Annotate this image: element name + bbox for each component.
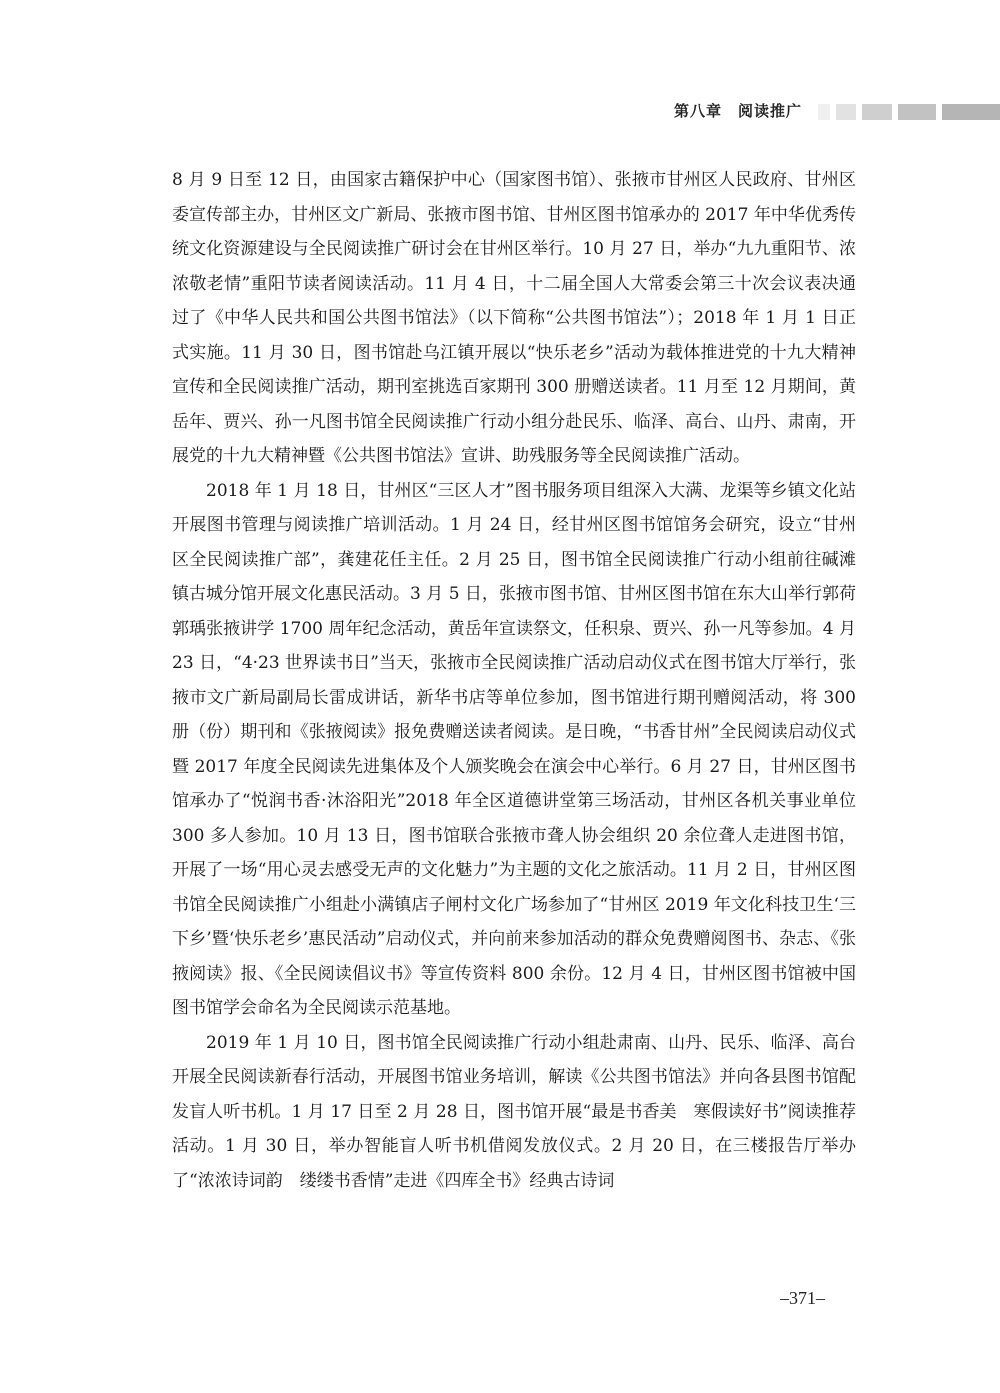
header-decoration-bar — [898, 104, 936, 120]
chapter-title: 第八章 阅读推广 — [673, 102, 802, 120]
paragraph: 2019 年 1 月 10 日，图书馆全民阅读推广行动小组赴肃南、山丹、民乐、临泽、高台开展全民阅读新春行活动，开展图书馆业务培训，解读《公共图书馆法》并向各县图书馆配发盲人听书机。1 月 17 日至 2 月 28 日，图书馆开展“最是书香美 寒假读好书”阅读推荐活动。1 月 30 日，举办智能盲人听书机借阅发放仪式。2 月 20 日，在三楼报告厅举办了“浓浓诗词韵 缕缕书香情”走进《四库全书》经典古诗词 — [172, 1032, 856, 1191]
running-header — [0, 98, 1000, 126]
header-decoration-bar — [836, 104, 856, 120]
paragraph: 2018 年 1 月 18 日，甘州区“三区人才”图书服务项目组深入大满、龙渠等乡镇文化站开展图书管理与阅读推广培训活动。1 月 24 日，经甘州区图书馆馆务会研究，设立“甘州区全民阅读推广部”，龚建花任主任。2 月 25 日，图书馆全民阅读推广行动小组前往碱滩镇古城分馆开展文化惠民活动。3 月 5 日，张掖市图书馆、甘州区图书馆在东大山举行郭荷郭瑀张掖讲学 1700 周年纪念活动，黄岳年宣读祭文，任积泉、贾兴、孙一凡等参加。4 月 23 日，“4·23 世界读书日”当天，张掖市全民阅读推广活动启动仪式在图书馆大厅举行，张掖市文广新局副局长雷成讲话，新华书店等单位参加，图书馆进行期刊赠阅活动，将 300 册（份）期刊和《张掖阅读》报免费赠送读者阅读。是日晚，“书香甘州”全民阅读启动仪式暨 2017 年度全民阅读先进集体及个人颁奖晚会在演会中心举行。6 月 27 日，甘州区图书馆承办了“悦润书香·沐浴阳光”2018 年全区道德讲堂第三场活动，甘州区各机关事业单位 300 多人参加。10 月 13 日，图书馆联合张掖市聋人协会组织 20 余位聋人走进图书馆，开展了一场“用心灵去感受无声的文化魅力”为主题的文化之旅活动。11 月 2 日，甘州区图书馆全民阅读推广小组赴小满镇店子闸村文化广场参加了“甘州区 2019 年文化科技卫生‘三下乡’暨‘快乐老乡’惠民活动”启动仪式，并向前来参加活动的群众免费赠阅图书、杂志、《张掖阅读》报、《全民阅读倡议书》等宣传资料 800 余份。12 月 4 日，甘州区图书馆被中国图书馆学会命名为全民阅读示范基地。 — [172, 480, 856, 1018]
header-decoration-bar — [942, 104, 1000, 120]
header-decoration-bar — [818, 104, 830, 120]
body-text — [172, 163, 856, 1198]
page-number: –371– — [780, 1288, 825, 1308]
header-decoration-bar — [862, 104, 892, 120]
paragraph: 8 月 9 日至 12 日，由国家古籍保护中心（国家图书馆）、张掖市甘州区人民政府、甘州区委宣传部主办，甘州区文广新局、张掖市图书馆、甘州区图书馆承办的 2017 年中华优秀传统文化资源建设与全民阅读推广研讨会在甘州区举行。10 月 27 日，举办“九九重阳节、浓浓敬老情”重阳节读者阅读活动。11 月 4 日，十二届全国人大常委会第三十次会议表决通过了《中华人民共和国公共图书馆法》（以下简称“公共图书馆法”）；2018 年 1 月 1 日正式实施。11 月 30 日，图书馆赴乌江镇开展以“快乐老乡”活动为载体推进党的十九大精神宣传和全民阅读推广活动，期刊室挑选百家期刊 300 册赠送读者。11 月至 12 月期间，黄岳年、贾兴、孙一凡图书馆全民阅读推广行动小组分赴民乐、临泽、高台、山丹、肃南，开展党的十九大精神暨《公共图书馆法》宣讲、助残服务等全民阅读推广活动。 — [172, 170, 856, 466]
